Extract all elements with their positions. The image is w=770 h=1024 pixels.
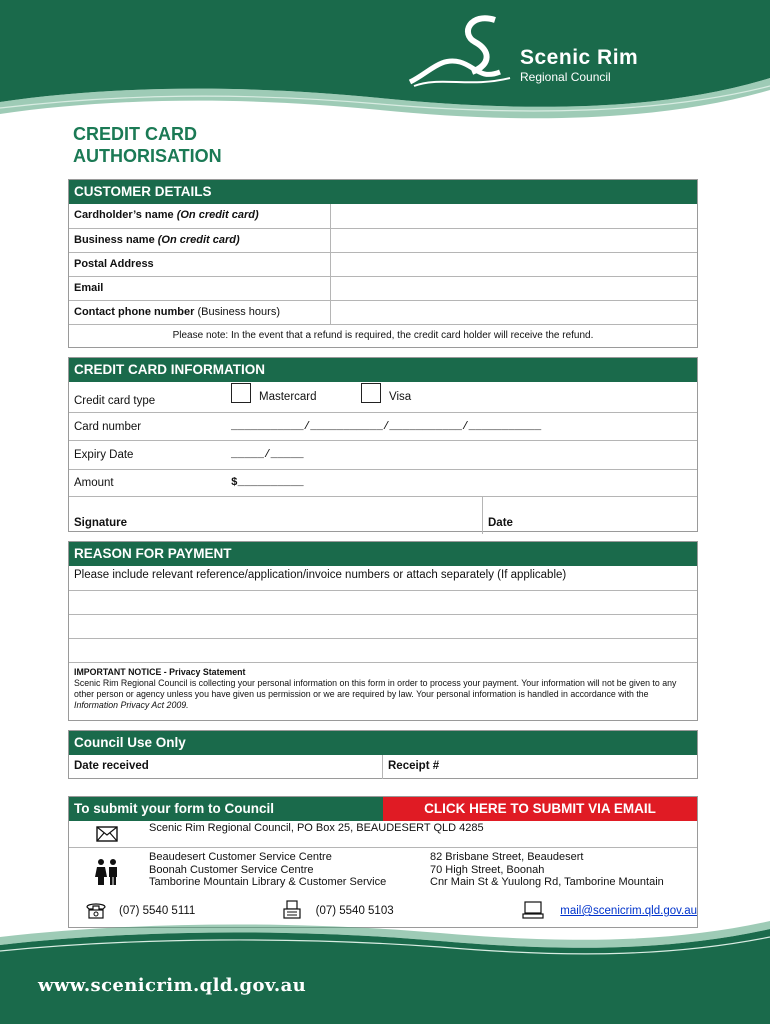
postal-address: Scenic Rim Regional Council, PO Box 25, BEAUDESERT QLD 4285 [149,822,484,834]
field-label: Email [69,277,331,300]
card-number-label: Card number [74,420,142,433]
expiry-field[interactable]: _____/_____ [231,449,304,461]
people-icon [69,848,145,895]
postal-row [69,821,697,847]
centre-name: Boonah Customer Service Centre [149,863,314,876]
envelope-icon [69,821,145,847]
brand-name: Scenic Rim [520,46,639,69]
cardholder-name-row [69,204,697,228]
submit-heading: To submit your form to Council [69,797,383,821]
privacy-act: Information Privacy Act 2009. [74,700,189,710]
privacy-statement [69,662,697,717]
council-use-heading: Council Use Only [69,731,697,755]
submit-section [68,796,698,928]
field-label: Postal Address [69,253,331,276]
page-title [73,123,373,167]
field-label: Cardholder’s name (On credit card) [69,204,331,228]
card-type-label: Credit card type [74,395,156,407]
card-number-row [69,412,697,440]
visa-label: Visa [389,391,412,403]
amount-row [69,469,697,496]
privacy-title: IMPORTANT NOTICE - Privacy Statement [74,667,246,677]
email-link[interactable]: mail@scenicrim.qld.gov.au [560,905,697,917]
card-number-field[interactable]: ___________/___________/___________/___________ [231,420,542,433]
email-field[interactable] [331,277,697,300]
visa-checkbox[interactable] [361,383,381,403]
centres-row [69,847,697,895]
mastercard-option [231,391,361,403]
signature-field[interactable] [69,497,483,534]
date-received-label: Date received [69,755,383,779]
council-use-row [69,755,697,779]
cardholder-name-field[interactable] [331,204,697,228]
business-name-field[interactable] [331,229,697,252]
contact-phone-field[interactable] [331,301,697,324]
submit-email-button[interactable]: CLICK HERE TO SUBMIT VIA EMAIL [383,797,697,821]
refund-note: Please note: In the event that a refund is required, the credit card holder will receive the refund. [69,324,697,348]
header-banner [0,0,770,130]
card-type-row [69,382,697,412]
field-label: Business name (On credit card) [69,229,331,252]
postal-address-row [69,252,697,276]
reason-line-3[interactable] [69,638,697,662]
field-label: Contact phone number (Business hours) [69,301,331,324]
title-line-1: CREDIT CARD [73,124,197,144]
amount-field[interactable]: $__________ [231,477,304,489]
council-use-section [68,730,698,779]
centre-name: Beaudesert Customer Service Centre [149,851,332,863]
receipt-label: Receipt # [388,760,440,772]
signature-row [69,496,697,534]
mastercard-label: Mastercard [259,391,317,403]
brand-subtitle: Regional Council [520,70,611,84]
visa-option [361,391,491,403]
centre-name: Tamborine Mountain Library & Customer Service [149,876,387,888]
phone-number: (07) 5540 5111 [119,905,196,917]
customer-details-heading: CUSTOMER DETAILS [69,180,697,204]
centre-address: 70 High Street, Boonah [430,863,545,876]
date-field[interactable] [483,497,697,534]
fax-number: (07) 5540 5103 [315,905,394,917]
business-name-row [69,228,697,252]
email-row [69,276,697,300]
signature-label: Signature [74,517,128,529]
reason-instruction: Please include relevant reference/application/invoice numbers or attach separately (If applicable) [74,569,567,581]
reason-line-1[interactable] [69,590,697,614]
postal-address-field[interactable] [331,253,697,276]
expiry-label: Expiry Date [74,449,134,461]
customer-details-section [68,179,698,348]
submit-header [69,797,697,821]
amount-label: Amount [74,477,114,489]
footer-banner [0,915,770,1024]
reason-heading: REASON FOR PAYMENT [69,542,697,566]
credit-card-heading: CREDIT CARD INFORMATION [69,358,697,382]
reason-section [68,541,698,721]
date-label: Date [488,517,513,529]
reason-line-2[interactable] [69,614,697,638]
centre-address: 82 Brisbane Street, Beaudesert [430,851,584,863]
expiry-row [69,440,697,469]
mastercard-checkbox[interactable] [231,383,251,403]
credit-card-section [68,357,698,532]
centre-address: Cnr Main St & Yuulong Rd, Tamborine Mountain [430,876,664,888]
scenic-rim-logo [400,12,520,92]
title-line-2: AUTHORISATION [73,146,222,166]
contact-phone-row [69,300,697,324]
service-centres [145,848,697,895]
website-url[interactable]: www.scenicrim.qld.gov.au [38,975,307,996]
privacy-text: Scenic Rim Regional Council is collecting your personal information on this form in order to process your payment. Your information will not be given to any other person or agency unless you have given us permission or we are required by law. Your personal information is handled in accordance with the [74,678,677,699]
